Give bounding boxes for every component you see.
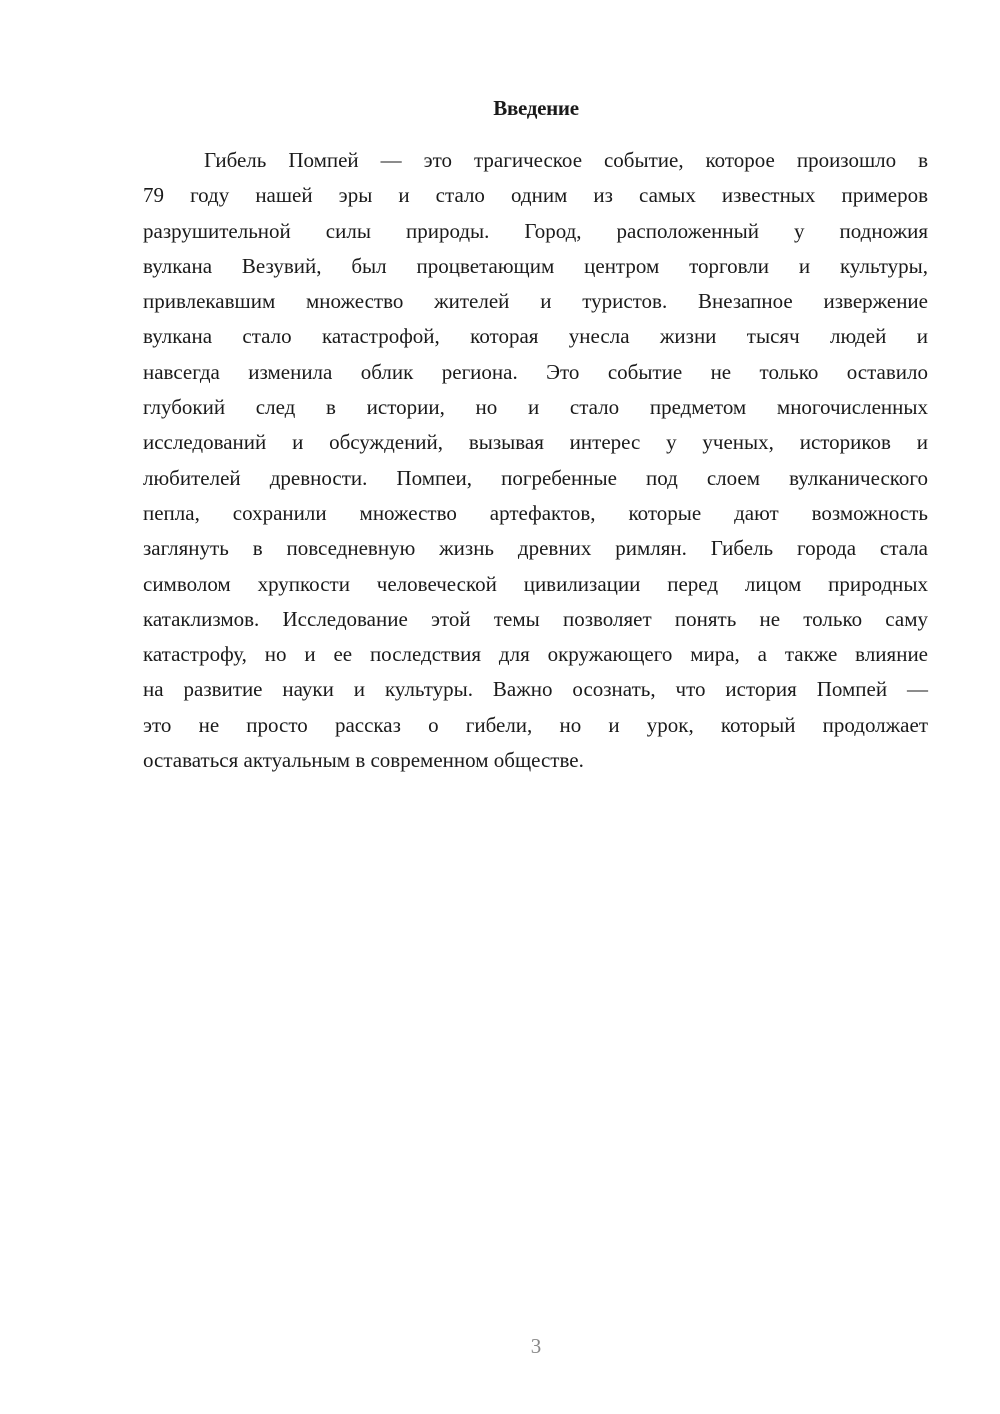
paragraph-line: вулкана Везувий, был процветающим центром торговли и культуры, <box>143 253 928 278</box>
paragraph-line: катастрофу, но и ее последствия для окружающего мира, а также влияние <box>143 642 928 667</box>
paragraph <box>143 143 928 778</box>
paragraph-line: глубокий след в истории, но и стало предметом многочисленных <box>143 395 928 420</box>
section-heading: Введение <box>493 96 579 120</box>
paragraph-line: катаклизмов. Исследование этой темы позволяет понять не только саму <box>143 606 928 631</box>
paragraph-line: разрушительной силы природы. Город, расположенный у подножия <box>143 218 928 243</box>
paragraph-line: 79 году нашей эры и стало одним из самых известных примеров <box>143 183 928 208</box>
paragraph-line: на развитие науки и культуры. Важно осознать, что история Помпей — <box>143 677 928 702</box>
paragraph-line: оставаться актуальным в современном обществе. <box>143 748 584 773</box>
paragraph-line: это не просто рассказ о гибели, но и урок, который продолжает <box>143 712 928 737</box>
paragraph-line: заглянуть в повседневную жизнь древних римлян. Гибель города стала <box>143 536 928 561</box>
paragraph-line: Гибель Помпей — это трагическое событие, которое произошло в <box>204 148 928 172</box>
paragraph-line: навсегда изменила облик региона. Это событие не только оставило <box>143 359 928 384</box>
page-number: 3 <box>530 1334 542 1358</box>
paragraph-line: вулкана стало катастрофой, которая унесла жизни тысяч людей и <box>143 324 928 349</box>
paragraph-line: символом хрупкости человеческой цивилизации перед лицом природных <box>143 571 928 596</box>
paragraph-line: привлекавшим множество жителей и туристов. Внезапное извержение <box>143 289 928 314</box>
paragraph-line: пепла, сохранили множество артефактов, которые дают возможность <box>143 500 928 525</box>
paragraph-line: любителей древности. Помпеи, погребенные под слоем вулканического <box>143 465 928 490</box>
paragraph-line: исследований и обсуждений, вызывая интерес у ученых, историков и <box>143 430 928 455</box>
